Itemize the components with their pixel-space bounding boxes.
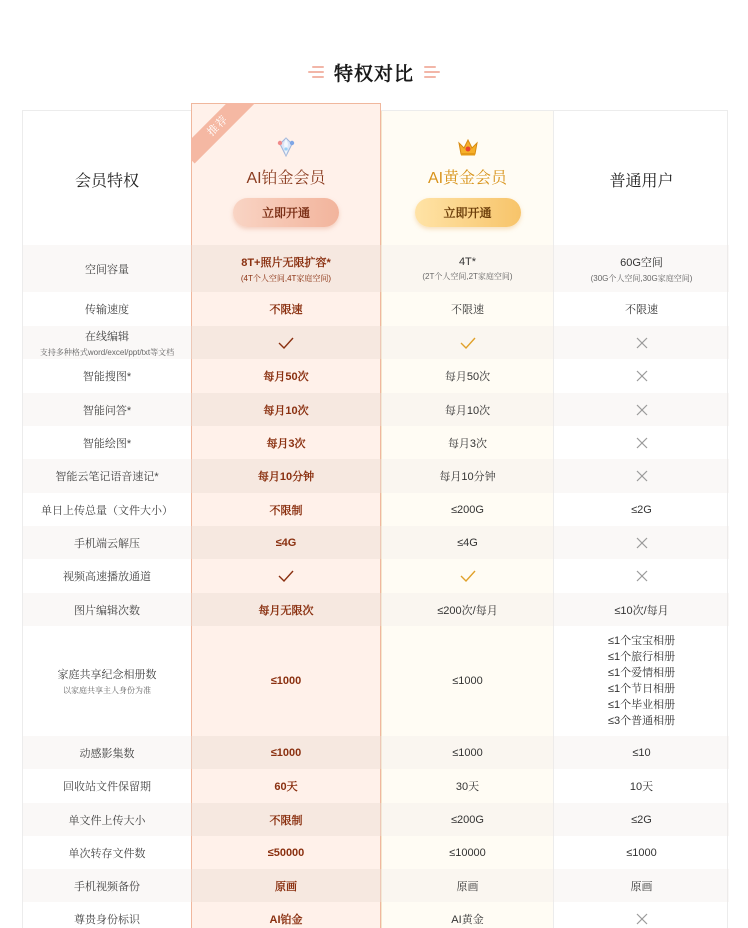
gold-value: ≤200G	[451, 813, 484, 826]
gold-tier-name: AI黄金会员	[427, 170, 508, 187]
gold-value: 不限速	[451, 304, 484, 316]
platinum-cell	[191, 626, 381, 736]
recommend-ribbon-label: 推荐	[191, 103, 255, 163]
platinum-open-button[interactable]: 立即开通	[233, 198, 339, 227]
normal-cell	[554, 836, 729, 869]
gold-value: ≤1000	[452, 675, 483, 687]
feature-value: 智能云笔记语音速记*	[55, 471, 159, 483]
cross-icon	[554, 902, 729, 928]
table-row	[23, 326, 729, 359]
gold-value: AI黄金	[451, 914, 484, 926]
platinum-header	[191, 111, 381, 245]
gold-cell	[381, 736, 554, 769]
gold-value: ≤4G	[457, 536, 478, 549]
platinum-cell	[191, 245, 381, 292]
gold-cell	[381, 526, 554, 559]
platinum-crystal-icon	[274, 135, 298, 159]
table-row	[23, 292, 729, 326]
platinum-cell	[191, 593, 381, 626]
normal-cell	[554, 803, 729, 836]
feature-name-cell	[23, 769, 191, 803]
feature-value-note: 以家庭共享主人身份为准	[63, 686, 151, 695]
table-row	[23, 803, 729, 836]
gold-cell	[381, 426, 554, 459]
gold-value: 4T*	[458, 255, 477, 268]
gold-cell	[381, 393, 554, 426]
feature-header-label: 会员特权	[74, 172, 139, 190]
platinum-cell	[191, 292, 381, 326]
check-icon	[381, 326, 554, 359]
normal-cell	[554, 292, 729, 326]
platinum-cell	[191, 459, 381, 493]
feature-value: 智能绘图*	[82, 437, 132, 450]
gold-cell	[381, 493, 554, 526]
table-row	[23, 836, 729, 869]
normal-value: ≤10次/每月	[614, 604, 669, 617]
feature-name-cell	[23, 459, 191, 493]
platinum-value: 不限制	[269, 504, 303, 517]
section-title	[0, 58, 748, 86]
normal-cell	[554, 493, 729, 526]
check-icon	[381, 559, 554, 593]
table-row	[23, 902, 729, 928]
feature-name-cell	[23, 593, 191, 626]
table-row	[23, 393, 729, 426]
table-row	[23, 593, 729, 626]
feature-value: 空间容量	[85, 263, 129, 276]
feature-value: 手机端云解压	[74, 537, 140, 550]
check-icon	[191, 326, 381, 359]
normal-value: 不限速	[625, 304, 658, 316]
feature-name-cell	[23, 559, 191, 593]
list-item: ≤1个毕业相册	[607, 699, 676, 711]
platinum-value: 每月无限次	[258, 604, 314, 617]
platinum-cell	[191, 769, 381, 803]
list-item: ≤1个爱情相册	[607, 667, 676, 679]
feature-value: 动感影集数	[79, 747, 135, 760]
feature-name-cell	[23, 292, 191, 326]
platinum-value: 原画	[275, 880, 297, 893]
platinum-value: 不限速	[269, 304, 303, 316]
gold-value-note: (2T个人空间,2T家庭空间)	[422, 271, 513, 281]
page-title: 特权对比	[333, 63, 414, 85]
platinum-value: 每月10分钟	[257, 471, 315, 483]
gold-value: ≤200次/每月	[437, 604, 498, 617]
title-decoration-left	[308, 66, 324, 78]
feature-header	[23, 111, 191, 245]
feature-name-cell	[23, 326, 191, 359]
gold-cell	[381, 769, 554, 803]
gold-open-button[interactable]: 立即开通	[415, 198, 521, 227]
normal-tier-name: 普通用户	[609, 172, 674, 190]
gold-value: ≤1000	[452, 746, 483, 759]
feature-name-cell	[23, 359, 191, 393]
platinum-value: ≤4G	[275, 536, 297, 549]
list-item: ≤3个普通相册	[607, 715, 676, 727]
feature-value: 回收站文件保留期	[63, 781, 151, 793]
feature-value-note: 支持多种格式word/excel/ppt/txt等文档	[39, 347, 175, 357]
feature-name-cell	[23, 736, 191, 769]
comparison-table	[22, 110, 728, 928]
list-item: ≤1个宝宝相册	[607, 635, 676, 647]
platinum-cell	[191, 526, 381, 559]
feature-name-cell	[23, 245, 191, 292]
normal-value: ≤10	[632, 746, 651, 759]
feature-name-cell	[23, 869, 191, 902]
gold-value: 原画	[456, 880, 479, 893]
check-icon	[191, 559, 381, 593]
gold-crown-icon	[456, 135, 480, 159]
platinum-value: 每月3次	[266, 437, 306, 450]
gold-cell	[381, 459, 554, 493]
feature-name-cell	[23, 803, 191, 836]
gold-cell	[381, 626, 554, 736]
gold-value: 每月3次	[447, 437, 488, 450]
platinum-value-note: (4T个人空间,4T家庭空间)	[240, 273, 332, 283]
feature-name-cell	[23, 626, 191, 736]
table-row	[23, 493, 729, 526]
cross-icon	[554, 326, 729, 359]
feature-value: 尊贵身份标识	[74, 914, 140, 926]
gold-value: 每月10次	[444, 404, 491, 417]
feature-value: 智能搜图*	[82, 371, 132, 383]
platinum-tier-name: AI铂金会员	[246, 170, 326, 187]
normal-cell	[554, 593, 729, 626]
feature-name-cell	[23, 836, 191, 869]
normal-album-list	[608, 633, 675, 729]
platinum-value: AI铂金	[269, 914, 303, 926]
gold-cell	[381, 359, 554, 393]
table-row	[23, 559, 729, 593]
gold-header	[381, 111, 554, 245]
table-row	[23, 626, 729, 736]
platinum-value: 8T+照片无限扩容*	[241, 256, 331, 269]
feature-name-cell	[23, 493, 191, 526]
platinum-cell	[191, 869, 381, 902]
cross-icon	[554, 426, 729, 459]
table-row	[23, 426, 729, 459]
platinum-cell	[191, 836, 381, 869]
platinum-value: 每月50次	[263, 371, 309, 383]
table-row	[23, 459, 729, 493]
feature-rows	[23, 245, 729, 928]
cross-icon	[554, 393, 729, 426]
cross-icon	[554, 526, 729, 559]
gold-value: ≤200G	[451, 503, 484, 516]
platinum-value: ≤1000	[270, 746, 302, 759]
normal-value: ≤2G	[631, 813, 652, 826]
platinum-value: 60天	[274, 781, 298, 793]
feature-value: 智能问答*	[82, 404, 132, 417]
platinum-cell	[191, 493, 381, 526]
platinum-cell	[191, 803, 381, 836]
platinum-value: 每月10次	[263, 404, 309, 417]
cross-icon	[554, 359, 729, 393]
platinum-cell	[191, 359, 381, 393]
list-item: ≤1个节日相册	[607, 683, 676, 695]
gold-value: 30天	[455, 781, 480, 793]
gold-value: ≤10000	[449, 846, 486, 859]
feature-value: 在线编辑	[85, 330, 129, 343]
gold-cell	[381, 292, 554, 326]
table-row	[23, 769, 729, 803]
platinum-value: 不限制	[269, 814, 303, 827]
platinum-cell	[191, 426, 381, 459]
feature-name-cell	[23, 902, 191, 928]
platinum-value: ≤50000	[267, 846, 305, 859]
table-row	[23, 359, 729, 393]
feature-value: 视频高速播放通道	[63, 571, 151, 583]
feature-value: 图片编辑次数	[74, 604, 140, 617]
gold-value: 每月10分钟	[439, 471, 496, 483]
gold-cell	[381, 593, 554, 626]
feature-name-cell	[23, 426, 191, 459]
feature-value: 单日上传总量（文件大小）	[41, 504, 173, 517]
feature-value: 传输速度	[85, 304, 129, 316]
table-row	[23, 736, 729, 769]
gold-value: 每月50次	[444, 371, 491, 383]
normal-value: ≤2G	[631, 503, 652, 516]
gold-cell	[381, 836, 554, 869]
feature-value: 家庭共享纪念相册数	[57, 669, 157, 681]
gold-cell	[381, 803, 554, 836]
platinum-cell	[191, 393, 381, 426]
cross-icon	[554, 459, 729, 493]
title-decoration-right	[424, 66, 440, 78]
normal-value: 60G空间	[620, 256, 663, 269]
table-row	[23, 526, 729, 559]
platinum-cell	[191, 902, 381, 928]
normal-value: 原画	[630, 880, 653, 893]
feature-value: 单次转存文件数	[68, 847, 146, 860]
normal-cell	[554, 869, 729, 902]
feature-name-cell	[23, 393, 191, 426]
normal-header	[554, 111, 729, 245]
gold-cell	[381, 902, 554, 928]
normal-value: 10天	[629, 781, 654, 793]
gold-cell	[381, 869, 554, 902]
normal-cell	[554, 769, 729, 803]
platinum-value: ≤1000	[270, 675, 302, 687]
normal-value: ≤1000	[626, 846, 657, 859]
feature-name-cell	[23, 526, 191, 559]
normal-value-note: (30G个人空间,30G家庭空间)	[590, 273, 693, 283]
table-row	[23, 245, 729, 292]
list-item: ≤1个旅行相册	[607, 651, 676, 663]
cross-icon	[554, 559, 729, 593]
table-row	[23, 869, 729, 902]
platinum-cell	[191, 736, 381, 769]
normal-cell	[554, 626, 729, 736]
normal-cell	[554, 245, 729, 292]
feature-value: 手机视频备份	[74, 880, 140, 893]
feature-value: 单文件上传大小	[68, 814, 146, 827]
gold-cell	[381, 245, 554, 292]
normal-cell	[554, 736, 729, 769]
